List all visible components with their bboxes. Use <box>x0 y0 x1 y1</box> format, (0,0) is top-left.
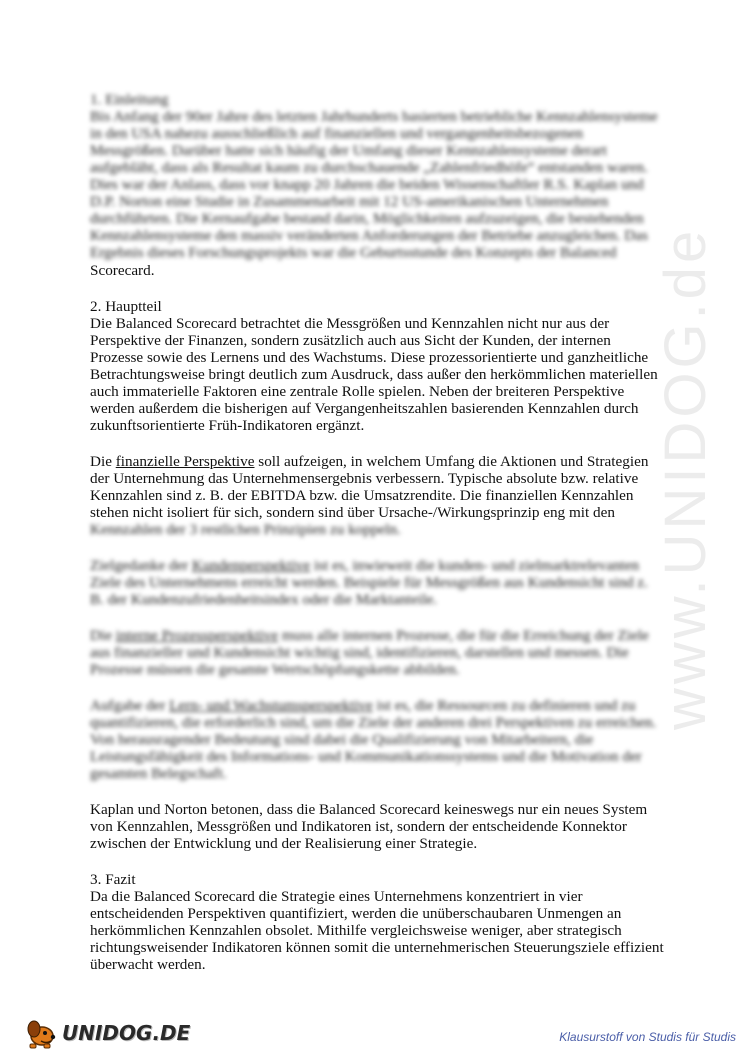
kaplan-line: Kaplan und Norton betonen, dass die Balanced Scorecard keineswegs nur ein neues System <box>90 801 648 818</box>
main-line: auch immaterielle Faktoren eine zentrale Rolle spielen. Neben der breiteren Perspektive <box>90 383 625 400</box>
finance-blur-line: Kennzahlen der 3 restlichen Prinzipien zu koppeln. <box>90 521 401 538</box>
main-heading: 2. Hauptteil <box>90 298 162 315</box>
process-suffix: muss alle internen Prozesse, die für die Erreichung der Ziele <box>278 627 649 644</box>
intro-line: durchführten. Die Kernaufgabe bestand darin, Möglichkeiten aufzuzeigen, die bestehenden <box>90 210 644 227</box>
main-line: Prozesse sowie des Lernens und des Wachstums. Diese prozessorientierte und ganzheitliche <box>90 349 649 366</box>
intro-line: in den USA nahezu ausschließlich auf finanziellen und vergangenheitsbezogenen <box>90 125 584 142</box>
main-line: zukunftsorientierte Früh-Indikatoren ergänzt. <box>90 417 365 434</box>
customer-line: Ziele des Unternehmens erreicht werden. Beispiele für Messgrößen aus Kundensicht sind z. <box>90 574 648 591</box>
footer-tagline: Klausurstoff von Studis für Studis <box>559 1030 736 1044</box>
intro-heading: 1. Einleitung <box>90 91 169 108</box>
intro-line: Bis Anfang der 90er Jahre des letzten Jahrhunderts basierten betriebliche Kennzahlensysteme <box>90 108 658 125</box>
process-line: Prozesse müssen die gesamte Wertschöpfungskette abbilden. <box>90 661 460 678</box>
intro-last-line: Scorecard. <box>90 262 155 279</box>
learning-first-line <box>90 697 636 714</box>
finance-line: Kennzahlen sind z. B. der EBITDA bzw. die Umsatzrendite. Die finanziellen Kennzahlen <box>90 487 634 504</box>
finance-line: stehen nicht isoliert für sich, sondern sind über Ursache-/Wirkungsprinzip eng mit den <box>90 504 615 521</box>
main-line: Betrachtungsweise bringt deutlich zum Ausdruck, dass außer den herkömmlichen materiellen <box>90 366 658 383</box>
learning-line: gesamten Belegschaft. <box>90 765 227 782</box>
dog-icon <box>22 1016 58 1050</box>
process-first-line <box>90 627 649 644</box>
unidog-logo[interactable] <box>22 1016 190 1050</box>
conclusion-heading: 3. Fazit <box>90 871 136 888</box>
finance-suffix: soll aufzeigen, in welchem Umfang die Aktionen und Strategien <box>254 453 649 470</box>
conclusion-line: Da die Balanced Scorecard die Strategie eines Unternehmens konzentriert in vier <box>90 888 583 905</box>
customer-suffix: ist es, inwieweit die kunden- und zielmarktrelevanten <box>310 557 640 574</box>
finance-first-line <box>90 453 648 470</box>
kaplan-line: zwischen der Entwicklung und der Realisierung einer Strategie. <box>90 835 478 852</box>
main-line: werden außerdem die bisherigen auf Vergangenheitszahlen basierenden Kennzahlen durch <box>90 400 639 417</box>
customer-first-line <box>90 557 639 574</box>
learning-prefix: Aufgabe der <box>90 697 170 714</box>
learning-line: Leistungsfähigkeit des Informations- und Kommunikationssystems und die Motivation der <box>90 748 642 765</box>
learning-perspective-term: Lern- und Wachstumsperspektive <box>169 697 373 714</box>
logo-text: UNIDOG.DE <box>62 1021 191 1045</box>
watermark: www.UNIDOG.de <box>653 226 718 730</box>
kaplan-line: von Kennzahlen, Messgrößen und Indikatoren ist, sondern der entscheidende Konnektor <box>90 818 627 835</box>
intro-line: Kennzahlensysteme den massiv veränderten Anforderungen der Betriebe anzugleichen. Das <box>90 227 648 244</box>
process-prefix: Die <box>90 627 116 644</box>
intro-line: Ergebnis dieses Forschungsprojekts war die Geburtsstunde des Konzepts der Balanced <box>90 244 617 261</box>
customer-prefix: Zielgedanke der <box>90 557 193 574</box>
process-perspective-term: interne Prozessperspektive <box>115 627 279 644</box>
finance-line: der Unternehmung das Unternehmensergebnis verbessern. Typische absolute bzw. relative <box>90 470 639 487</box>
conclusion-line: entscheidenden Perspektiven quantifiziert, werden die unüberschaubaren Unmengen an <box>90 905 622 922</box>
learning-line: Von herausragender Bedeutung sind dabei die Qualifizierung von Mitarbeitern, die <box>90 731 594 748</box>
process-line: aus finanzieller und Kundensicht wichtig sind, identifizieren, darstellen und messen. Die <box>90 644 629 661</box>
learning-line: quantifizieren, die erforderlich sind, um die Ziele der anderen drei Perspektiven zu erreichen. <box>90 714 657 731</box>
conclusion-line: richtungsweisender Indikatoren können somit die unternehmerischen Steuerungsziele effizient <box>90 939 664 956</box>
finance-prefix: Die <box>90 453 116 470</box>
intro-line: Messgrößen. Darüber hatte sich häufig der Umfang dieser Kennzahlensysteme derart <box>90 142 608 159</box>
intro-line: aufgebläht, dass als Resultat kaum zu durchschauende „Zahlenfriedhöfe“ entstanden waren. <box>90 159 648 176</box>
customer-perspective-term: Kundenperspektive <box>192 557 311 574</box>
intro-line: D.P. Norton eine Studie in Zusammenarbeit mit 12 US-amerikanischen Unternehmen <box>90 193 609 210</box>
customer-line: B. der Kundenzufriedenheitsindex oder die Marktanteile. <box>90 591 438 608</box>
main-line: Die Balanced Scorecard betrachtet die Messgrößen und Kennzahlen nicht nur aus der <box>90 315 610 332</box>
conclusion-line: überwacht werden. <box>90 956 206 973</box>
finance-perspective-term: finanzielle Perspektive <box>115 453 255 470</box>
main-line: Perspektive der Finanzen, sondern zusätzlich auch aus Sicht der Kunden, der internen <box>90 332 611 349</box>
learning-suffix: ist es, die Ressourcen zu definieren und zu <box>372 697 636 714</box>
conclusion-line: herkömmlichen Kennzahlen obsolet. Mithilfe vergleichsweise weniger, aber strategisch <box>90 922 622 939</box>
intro-line: Dies war der Anlass, dass vor knapp 20 Jahren die beiden Wissenschaftler R.S. Kaplan und <box>90 176 644 193</box>
